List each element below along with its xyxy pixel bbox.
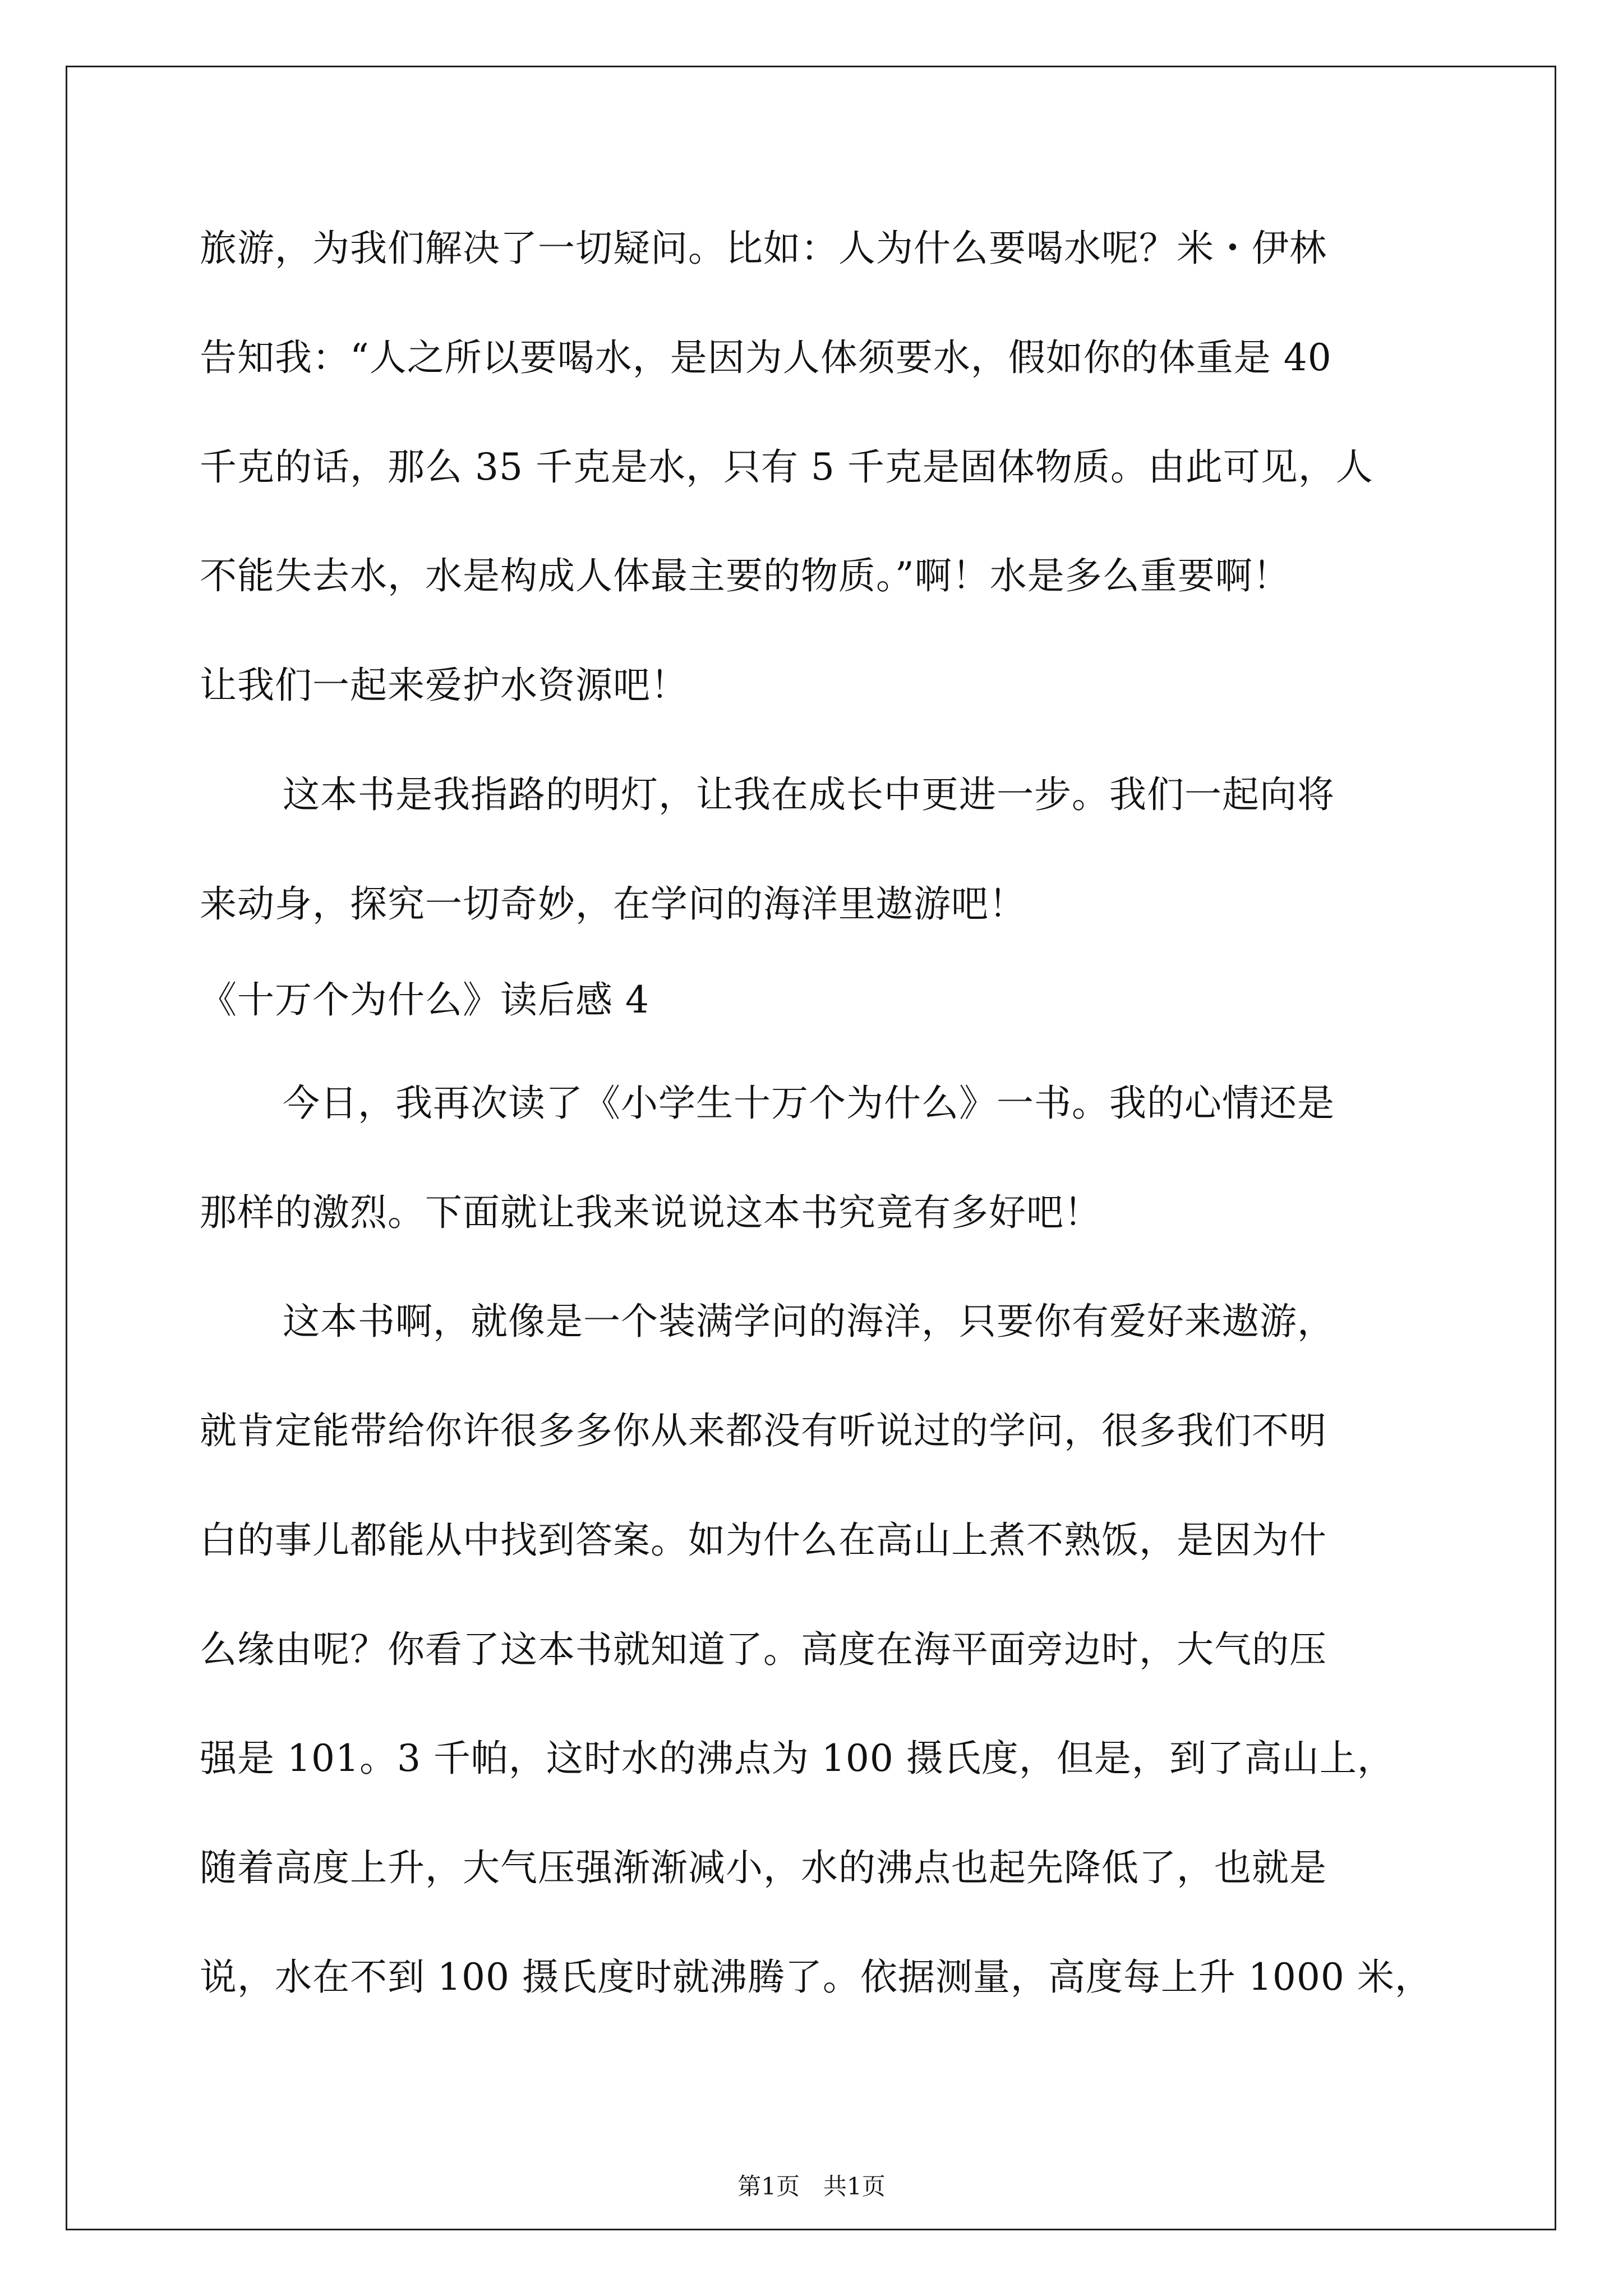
text-line: 就肯定能带给你许很多多你从来都没有听说过的学问，很多我们不明 bbox=[200, 1409, 1327, 1452]
text-line: 么缘由呢？你看了这本书就知道了。高度在海平面旁边时，大气的压 bbox=[200, 1628, 1327, 1671]
text-line: 千克的话，那么 35 千克是水，只有 5 千克是固体物质。由此可见，人 bbox=[200, 445, 1373, 489]
text-line: 白的事儿都能从中找到答案。如为什么在高山上煮不熟饭，是因为什 bbox=[200, 1519, 1327, 1562]
text-line: 强是 101。3 千帕，这时水的沸点为 100 摄氏度，但是，到了高山上， bbox=[200, 1737, 1395, 1780]
text-line: 不能失去水，水是构成人体最主要的物质。”啊！水是多么重要啊！ bbox=[200, 554, 1290, 597]
text-line: 告知我：“人之所以要喝水，是因为人体须要水，假如你的体重是 40 bbox=[200, 336, 1332, 379]
section-heading: 《十万个为什么》读后感 4 bbox=[200, 978, 649, 1022]
text-line: 来动身，探究一切奇妙，在学问的海洋里遨游吧！ bbox=[200, 882, 1026, 926]
text-line: 随着高度上升，大气压强渐渐减小，水的沸点也起先降低了，也就是 bbox=[200, 1846, 1327, 1889]
text-line: 旅游，为我们解决了一切疑问。比如：人为什么要喝水呢？米・伊林 bbox=[200, 227, 1327, 270]
text-line: 今日，我再次读了《小学生十万个为什么》一书。我的心情还是 bbox=[283, 1082, 1335, 1125]
text-line: 让我们一起来爱护水资源吧！ bbox=[200, 664, 688, 707]
text-line: 那样的激烈。下面就让我来说说这本书究竟有多好吧！ bbox=[200, 1191, 1101, 1234]
page-footer: 第1页 共1页 bbox=[737, 2173, 886, 2200]
page-border bbox=[66, 66, 1556, 2230]
text-line: 这本书是我指路的明灯，让我在成长中更进一步。我们一起向将 bbox=[283, 773, 1335, 816]
text-line: 说，水在不到 100 摄氏度时就沸腾了。依据测量，高度每上升 1000 米， bbox=[200, 1955, 1432, 1999]
text-line: 这本书啊，就像是一个装满学问的海洋，只要你有爱好来遨游， bbox=[283, 1300, 1335, 1343]
